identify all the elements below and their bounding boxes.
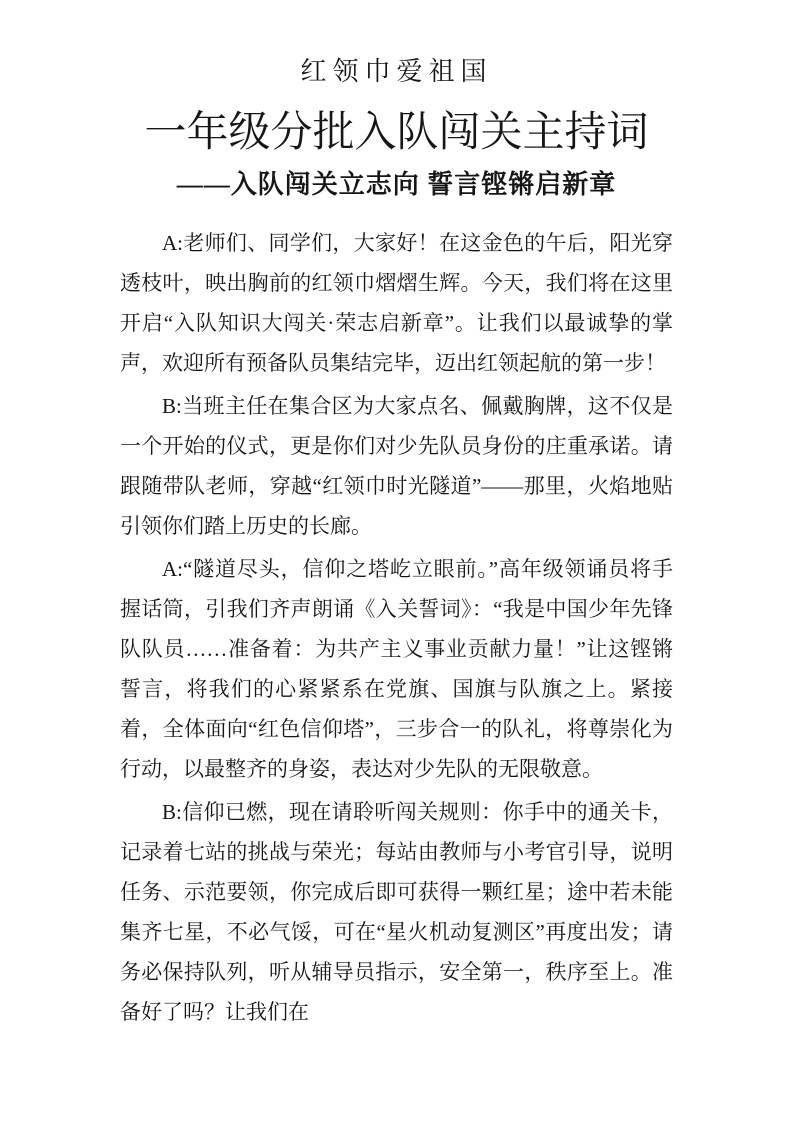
paragraph: A:“隧道尽头，信仰之塔屹立眼前。”高年级领诵员将手握话筒，引我们齐声朗诵《入关誓词》：“我是中国少年先锋队队员……准备着：为共产主义事业贡献力量！”让这铿锵誓言，将我们的心紧紧系在党旗、国旗与队旗之上。紧接着，全体面向“红色信仰塔”，三步合一的队礼，将尊崇化为行动，以最整齐的身姿，表达对少先队的无限敬意。 bbox=[120, 556, 673, 781]
doc-body bbox=[120, 223, 673, 1032]
doc-main-title: 一年级分批入队闯关主持词 bbox=[144, 110, 649, 157]
paragraph: B:当班主任在集合区为大家点名、佩戴胸牌，这不仅是一个开始的仪式，更是你们对少先队员身份的庄重承诺。请跟随带队老师，穿越“红领巾时光隧道”——那里，火焰地贴引领你们踏上历史的长廊。 bbox=[120, 393, 673, 538]
doc-subtitle: ——入队闯关立志向 誓言铿锵启新章 bbox=[176, 170, 617, 200]
paragraph: B:信仰已燃，现在请聆听闯关规则：你手中的通关卡，记录着七站的挑战与荣光；每站由教师与小考官引导，说明任务、示范要领，你完成后即可获得一颗红星；途中若未能集齐七星，不必气馁，可在“星火机动复测区”再度出发；请务必保持队列，听从辅导员指示，安全第一，秩序至上。准备好了吗？让我们在 bbox=[120, 799, 673, 1024]
paragraph: A:老师们、同学们，大家好！在这金色的午后，阳光穿透枝叶，映出胸前的红领巾熠熠生辉。今天，我们将在这里开启“入队知识大闯关·荣志启新章”。让我们以最诚挚的掌声，欢迎所有预备队员集结完毕，迈出红领起航的第一步！ bbox=[120, 230, 673, 375]
doc-header-title: 红领巾爱祖国 bbox=[300, 57, 493, 86]
